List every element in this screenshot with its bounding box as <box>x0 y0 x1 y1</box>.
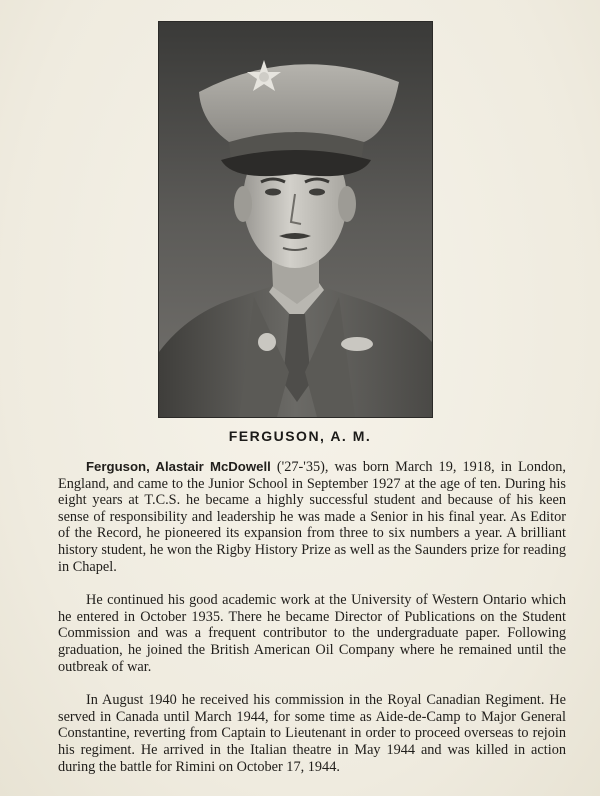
paragraph-text: ('27-'35), was born March 19, 1918, in London, England, and came to the Junior School in September 1927 at the age of ten. During his eight years at T.C.S. he became a highly successful student and because of his keen sense of responsibility and leadership he was made a Senior in his final year. As Editor of the Record, he pioneered its expansion from three to six numbers a year. A brilliant history student, he won the Rigby History Prize as well as the Saunders prize for reading in Chapel. <box>58 459 566 575</box>
portrait-photo <box>159 22 432 417</box>
biography-paragraph <box>58 692 566 775</box>
paragraph-text: In August 1940 he received his commission in the Royal Canadian Regiment. He served in Canada until March 1944, for some time as Aide-de-Camp to Major General Constantine, reverting from Captain to Lieutenant in order to proceed overseas to rejoin his regiment. He arrived in the Italian theatre in May 1944 and was killed in action during the battle for Rimini on October 17, 1944. <box>58 692 566 775</box>
biography-paragraph <box>58 592 566 675</box>
lead-name: Ferguson, Alastair McDowell <box>86 459 271 474</box>
name-heading: FERGUSON, A. M. <box>228 428 372 444</box>
biography-text <box>58 459 566 775</box>
biography-paragraph <box>58 459 566 575</box>
paragraph-text: He continued his good academic work at the University of Western Ontario which he entered in October 1935. There he became Director of Publications on the Student Commission and was a frequent contributor to the undergraduate paper. Following graduation, he joined the British American Oil Company where he remained until the outbreak of war. <box>58 592 566 675</box>
officer-portrait-icon <box>159 22 432 417</box>
